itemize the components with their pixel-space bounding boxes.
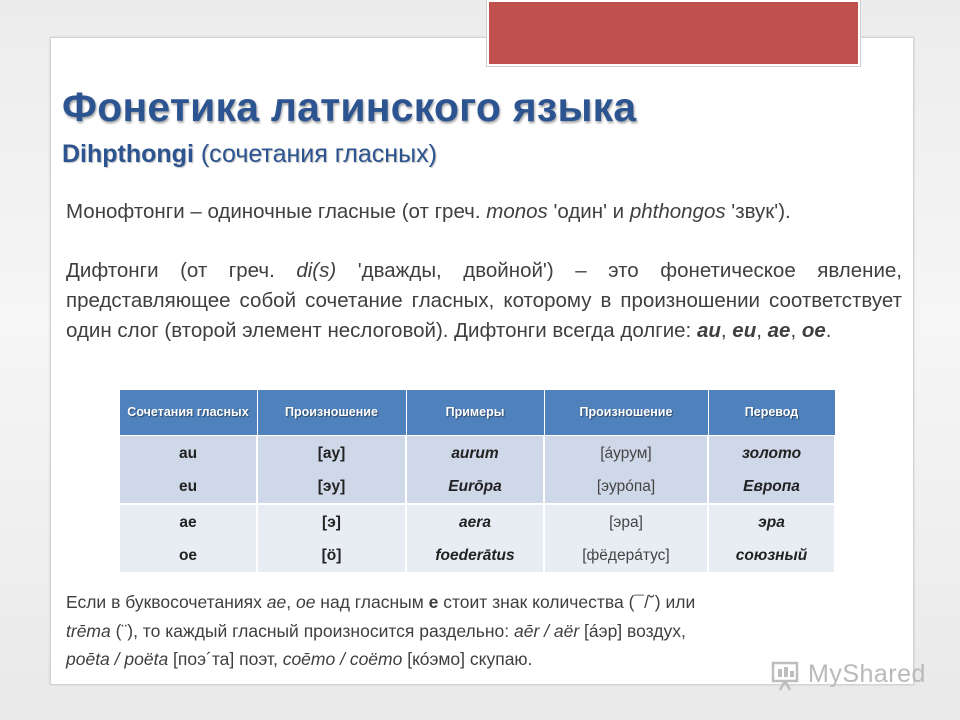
p3-word-poeta: poēta / poëta: [66, 649, 169, 669]
pron: [ö]: [321, 546, 342, 564]
diphthong-ae: ae: [767, 319, 791, 342]
p3-word-aer: aēr / aër: [514, 620, 580, 641]
pron: [ау]: [317, 444, 346, 462]
pron-ru: [эурóпа]: [596, 477, 656, 495]
p2-text-a: Дифтонги (от греч.: [66, 259, 297, 282]
p3-word-coemo: coēmo / coëmo: [282, 649, 403, 669]
p1-word-monos: monos: [486, 200, 548, 223]
table-header-row: [119, 390, 835, 436]
paragraph-diphthongs: [66, 256, 902, 346]
example: Eurōpa: [448, 477, 502, 495]
p1-word-phthongos: phthongos: [629, 200, 726, 223]
p1-text-e: 'звук').: [725, 200, 791, 223]
p3-letter-e: e: [428, 592, 439, 612]
slide-title: Фонетика латинского языка: [62, 84, 637, 130]
paragraph-monophthongs: [66, 197, 902, 227]
subtitle-latin: Dihpthongi: [62, 140, 194, 168]
translation: Европа: [743, 477, 800, 495]
example: aera: [459, 513, 491, 531]
p2-end: .: [825, 319, 832, 342]
cell-pron: [257, 436, 406, 505]
combo: oe: [178, 546, 198, 564]
p2-sep: ,: [756, 319, 768, 342]
p3-text: стоит знак количества (¯/˘) или: [438, 592, 696, 612]
diphthong-au: au: [696, 319, 721, 342]
presentation-icon: [770, 660, 804, 692]
table-row: [119, 504, 835, 572]
p3-word-oe: oe: [295, 592, 316, 612]
p3-word-ae: ae: [266, 592, 287, 612]
p3-text: Если в буквосочетаниях: [66, 592, 267, 612]
p3-text: ,: [286, 592, 296, 612]
p1-text-c: 'один' и: [547, 200, 630, 223]
table-row: [119, 436, 835, 505]
header-pronunciation: Произношение: [257, 390, 406, 436]
p2-word-dis: di(s): [296, 259, 337, 282]
watermark-text: MyShared: [808, 660, 926, 688]
p2-sep: ,: [790, 319, 802, 342]
diphthongs-table: [118, 389, 836, 572]
pron-ru: [фёдерáтус]: [582, 546, 670, 564]
combo: ae: [179, 513, 197, 531]
p3-text: (¨), то каждый гласный произносится раздельно:: [110, 620, 514, 641]
cell-translation: [708, 504, 835, 572]
cell-pron-ru: [544, 504, 708, 572]
header-examples: Примеры: [406, 390, 544, 436]
watermark: [770, 658, 926, 692]
p3-text: [поэ´та] поэт,: [168, 649, 283, 669]
red-decorative-tab: [487, 0, 860, 66]
translation: эра: [758, 513, 785, 531]
example: aurum: [451, 444, 499, 462]
diphthong-oe: oe: [801, 319, 826, 342]
translation: золото: [741, 444, 802, 462]
cell-examples: [406, 504, 544, 572]
header-pronunciation-ru: Произношение: [544, 390, 708, 436]
p3-text: [кóэмо] скупаю.: [402, 649, 533, 669]
p3-text: над гласным: [315, 592, 429, 612]
cell-combos: [119, 504, 257, 572]
cell-combos: [119, 436, 257, 505]
cell-examples: [406, 436, 544, 505]
pron-ru: [áурум]: [600, 444, 652, 462]
pron-ru: [эра]: [609, 513, 643, 531]
cell-pron: [257, 504, 406, 572]
diphthong-eu: eu: [732, 319, 757, 342]
slide-subtitle: [62, 140, 437, 169]
p3-text: [áэр] воздух,: [579, 620, 686, 641]
p2-sep: ,: [720, 319, 733, 342]
subtitle-rest: (сочетания гласных): [193, 140, 437, 168]
header-translation: Перевод: [708, 390, 835, 436]
example: foederātus: [435, 546, 515, 564]
pron: [эу]: [317, 477, 346, 495]
cell-pron-ru: [544, 436, 708, 505]
translation: союзный: [735, 546, 808, 564]
header-combos: Сочетания гласных: [119, 390, 257, 436]
combo: au: [178, 444, 198, 462]
p2-text-c: 'дважды, двойной') – это фонетическое явление, представляющее собой сочетание гласных, которому в произношении соответствует один слог (второй элемент неслоговой). Дифтонги всегда долгие:: [66, 259, 903, 342]
cell-translation: [708, 436, 835, 505]
pron: [э]: [322, 513, 341, 531]
p1-text-a: Монофтонги – одиночные гласные (от греч.: [66, 200, 487, 223]
combo: eu: [178, 477, 198, 495]
p3-word-trema: trēma: [66, 620, 111, 641]
